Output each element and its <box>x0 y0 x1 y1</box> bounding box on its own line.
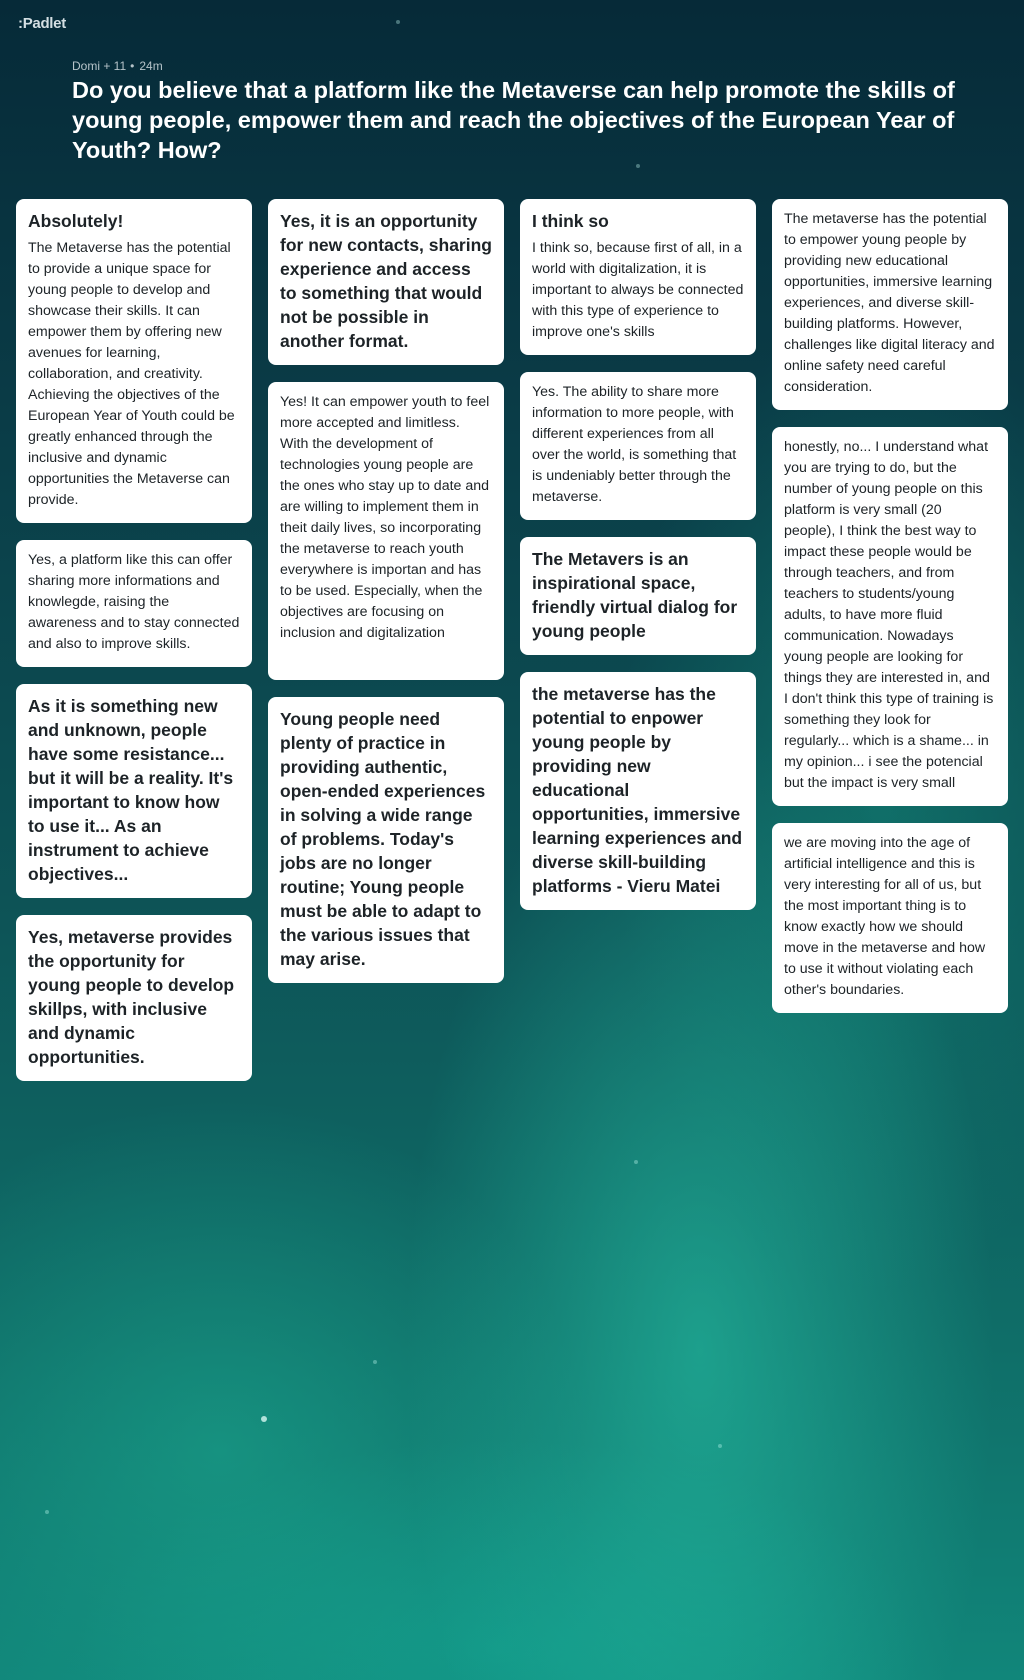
post-card[interactable] <box>16 915 252 1081</box>
board-column <box>520 199 756 927</box>
post-body: As it is something new and unknown, people have some resistance... but it will be a reality. It's important to know how to use it... As an instrument to achieve objectives... <box>28 696 234 884</box>
post-meta <box>72 59 163 73</box>
board-column <box>16 199 252 1098</box>
post-card[interactable] <box>520 672 756 910</box>
post-title: I think so <box>532 211 609 231</box>
post-body: honestly, no... I understand what you are trying to do, but the number of young people on this platform is very small (20 people), I think the best way to impact these people would be through teachers, and from teachers to students/young adults, to have more fluid communication. Nowadays young people are looking for things they are interested in, and I don't think this type of training is something they look for regularly... which is a shame... in my opinion... i see the potencial but the impact is very small <box>784 439 994 791</box>
post-card[interactable] <box>16 684 252 898</box>
post-card[interactable] <box>520 372 756 520</box>
post-card[interactable] <box>772 427 1008 806</box>
timestamp: 24m <box>139 59 163 73</box>
post-body: The metaverse has the potential to empower young people by providing new educational opportunities, immersive learning experiences, and diverse skill-building platforms. However, challenges like digital literacy and online safety need careful consideration. <box>784 211 995 395</box>
post-body: Young people need plenty of practice in providing authentic, open-ended experiences in solving a wide range of problems. Today's jobs are no longer routine; Young people must be able to adapt to the various issues that may arise. <box>280 709 486 969</box>
background-sparkle <box>373 1360 377 1364</box>
board-column <box>772 199 1008 1030</box>
board-column <box>268 199 504 1000</box>
post-card[interactable] <box>772 823 1008 1013</box>
post-card[interactable] <box>520 199 756 355</box>
post-card[interactable] <box>772 199 1008 410</box>
board-title: Do you believe that a platform like the Metaverse can help promote the skills of young people, empower them and reach the objectives of the European Year of Youth? How? <box>72 77 955 163</box>
post-card[interactable] <box>16 540 252 667</box>
background-sparkle <box>45 1510 49 1514</box>
post-card[interactable] <box>268 382 504 680</box>
post-title: Absolutely! <box>28 211 124 231</box>
background-sparkle <box>634 1160 638 1164</box>
background-sparkle <box>396 20 400 24</box>
background-sparkle <box>718 1444 722 1448</box>
meta-separator: • <box>130 59 135 73</box>
post-card[interactable] <box>16 199 252 523</box>
post-body: I think so, because first of all, in a world with digitalization, it is important to always be connected with this type of experience to improve one's skills <box>532 240 744 340</box>
author-label: Domi + 11 <box>72 59 127 73</box>
post-body: Yes. The ability to share more information to more people, with different experiences from all over the world, is something that is undeniably better through the metaverse. <box>532 384 737 505</box>
background-sparkle <box>261 1416 267 1422</box>
post-body: Yes, metaverse provides the opportunity for young people to develop skillps, with inclusive and dynamic opportunities. <box>28 927 235 1067</box>
post-body: The Metavers is an inspirational space, friendly virtual dialog for young people <box>532 549 738 641</box>
post-card[interactable] <box>520 537 756 655</box>
padlet-logo[interactable]: :Padlet <box>18 15 66 32</box>
post-body: Yes, it is an opportunity for new contacts, sharing experience and access to something that would not be possible in another format. <box>280 211 492 351</box>
post-body: The Metaverse has the potential to provide a unique space for young people to develop and showcase their skills. It can empower them by offering new avenues for learning, collaboration, and creativity. Achieving the objectives of the European Year of Youth could be greatly enhanced through the inclusive and dynamic opportunities the Metaverse can provide. <box>28 240 235 508</box>
post-body: the metaverse has the potential to enpower young people by providing new educational opportunities, immersive learning experiences and diverse skill-building platforms - Vieru Matei <box>532 684 743 896</box>
post-card[interactable] <box>268 199 504 365</box>
post-body: Yes! It can empower youth to feel more accepted and limitless. With the development of technologies young people are the ones who stay up to date and are willing to implement them in theit daily lives, so incorporating the metaverse to reach youth everywhere is importan and has to be used. Especially, when the objectives are focusing on inclusion and digitalization <box>280 394 490 641</box>
post-body: we are moving into the age of artificial intelligence and this is very interesting for all of us, but the most important thing is to know exactly how we should move in the metaverse and how to use it without violating each other's boundaries. <box>784 835 986 998</box>
post-card[interactable] <box>268 697 504 983</box>
post-body: Yes, a platform like this can offer sharing more informations and knowlegde, raising the awareness and to stay connected and also to improve skills. <box>28 552 240 652</box>
